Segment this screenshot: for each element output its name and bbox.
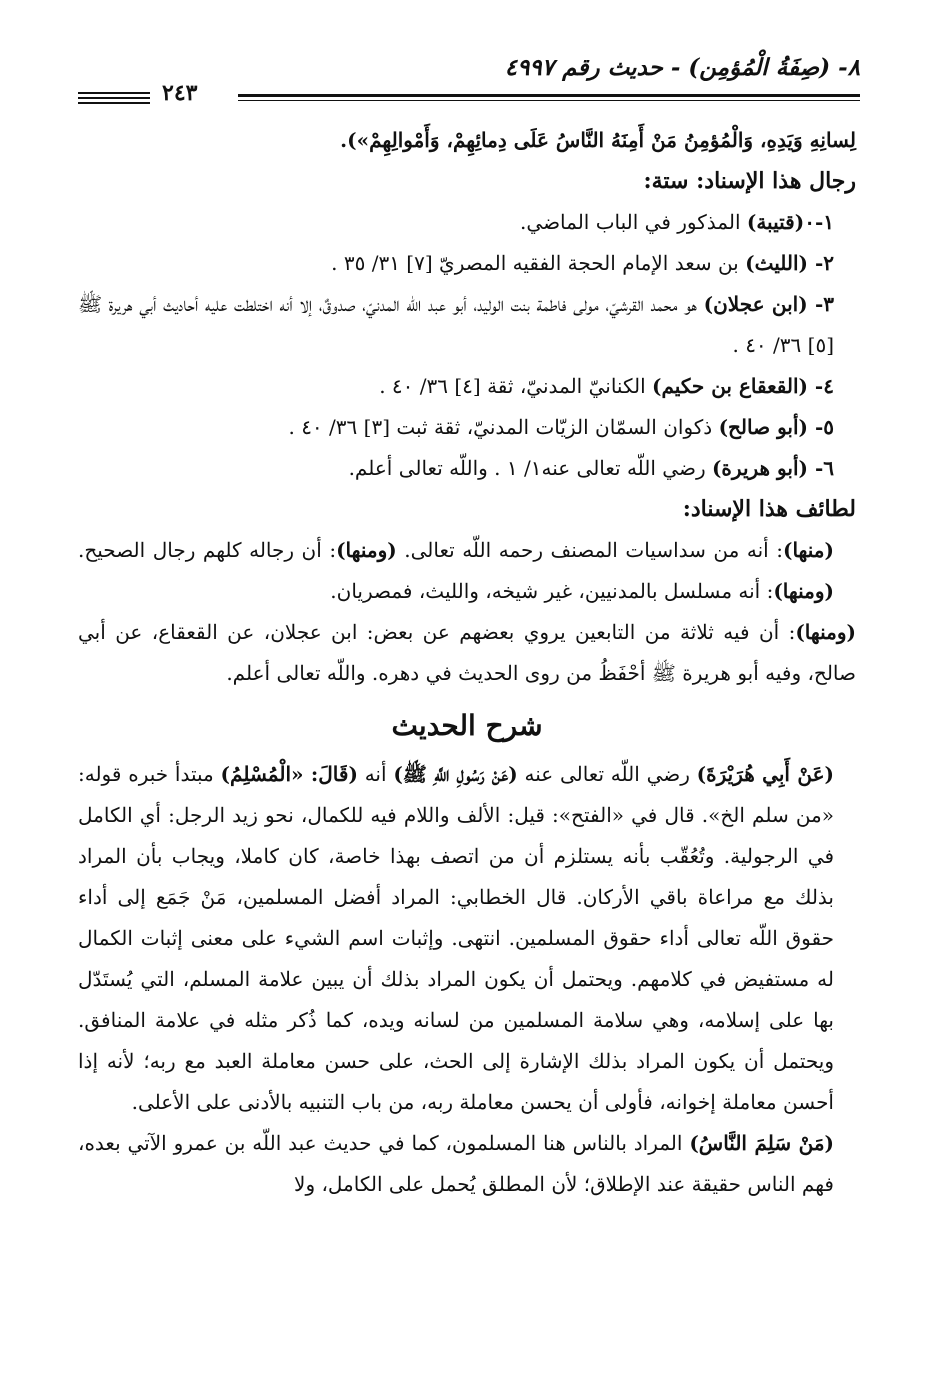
point-label: (ومنها) [336, 538, 397, 562]
page-body [78, 120, 856, 1205]
point-label: (ومنها) [795, 620, 856, 644]
chapter-title: ٨- (صِفَةُ الْمُؤمِن) - حديث رقم ٤٩٩٧ [504, 54, 860, 81]
quoted-text: (عَنْ رَسُولِ اللَّهِ ﷺ) [393, 762, 518, 786]
point-text: : أن فيه ثلاثة من التابعين يروي بعضهم عن بعض: ابن عجلان، عن القعقاع، عن أبي صالح، وفيه أبو هريرة ﷺ أحْفَظُ من روى الحديث في دهره. واللّه تعالى أعلم. [78, 620, 856, 685]
commentary-text: أنه [357, 762, 394, 786]
narrator-description: هو محمد القرشيّ، مولى فاطمة بنت الوليد، أبو عبد اللّه المدنيّ، صدوقٌ، إلا أنه اختلطت عليه أحاديث أبي هريرة ﷺ [٥] ٣٦/ ٤٠ . [78, 292, 834, 357]
page-number: ٢٤٣ [162, 80, 198, 106]
lataif-paragraph [78, 530, 856, 612]
narrator-description: ذكوان السمّان الزيّات المدنيّ، ثقة ثبت [٣] ٣٦/ ٤٠ . [288, 415, 719, 439]
narrator-description: بن سعد الإمام الحجة الفقيه المصريّ [٧] ٣١/ ٣٥ . [331, 251, 746, 275]
narrator-name: ٦- (أبو هريرة) [711, 456, 834, 480]
narrator-name: ١-٠(قتيبة) [746, 210, 834, 234]
running-header [78, 50, 860, 110]
point-label: (ومنها) [773, 579, 834, 603]
commentary-text: رضي اللّه تعالى عنه [517, 762, 697, 786]
hadith-text-end: لِسانِهِ وَيَدِهِ، وَالْمُؤمِنُ مَنْ أَمِنَهُ النَّاسُ عَلَى دِمائِهِمْ، وَأَمْوالِهِمْ»). [340, 128, 856, 152]
page-number-rule [78, 97, 150, 99]
point-text: : أنه من سداسيات المصنف رحمه اللّه تعالى. [396, 538, 783, 562]
rijal-heading: رجال هذا الإسناد: ستة: [643, 168, 856, 194]
page-number-rule [78, 102, 150, 104]
rijal-item [78, 243, 856, 284]
narrator-name: ٥- (أبو صالح) [718, 415, 834, 439]
lataif-heading: لطائف هذا الإسناد: [682, 496, 856, 522]
rijal-item [78, 366, 856, 407]
quoted-text: (قَالَ: «الْمُسْلِمُ) [220, 762, 358, 786]
narrator-description: رضي اللّه تعالى عنه١/ ١ . واللّه تعالى أعلم. [348, 456, 712, 480]
commentary-text: المراد بالناس هنا المسلمون، كما في حديث عبد اللّه بن عمرو الآتي بعده، فهم الناس حقيقة عند الإطلاق؛ لأن المطلق يُحمل على الكامل، ولا [78, 1131, 834, 1196]
header-rule-thin [238, 100, 860, 101]
narrator-name: ٣- (ابن عجلان) [703, 292, 834, 316]
point-label: (منها) [783, 538, 834, 562]
point-text: : أن رجاله كلهم رجال الصحيح. [78, 538, 337, 562]
rijal-item [78, 407, 856, 448]
header-rule [238, 94, 860, 97]
rijal-item [78, 202, 856, 243]
point-text: : أنه مسلسل بالمدنيين، غير شيخه، والليث، فمصريان. [330, 579, 774, 603]
rijal-item [78, 284, 856, 366]
narrator-name: ٤- (القعقاع بن حكيم) [652, 374, 834, 398]
narrator-description: المذكور في الباب الماضي. [520, 210, 747, 234]
narrator-name: ٢- (الليث) [745, 251, 834, 275]
narrator-description: الكنانيّ المدنيّ، ثقة [٤] ٣٦/ ٤٠ . [379, 374, 653, 398]
quoted-text: (مَنْ سَلِمَ النَّاسُ) [689, 1131, 835, 1155]
quoted-text: (عَنْ أَبِي هُرَيْرَةَ) [696, 762, 834, 786]
sharh-heading: شرح الحديث [391, 709, 543, 742]
sharh-paragraph [78, 754, 856, 1123]
commentary-text: مبتدأ خبره قوله: «من سلم الخ». قال في «الفتح»: قيل: الألف واللام فيه للكمال، نحو زيد الرجل: أي الكامل في الرجولية. وتُعُقّب بأنه يستلزم أن من اتصف بهذا خاصة، كان كاملا، ويجاب بأن المراد بذلك مع مراعاة باقي الأركان. قال الخطابي: المراد أفضل المسلمين، مَنْ جَمَع إلى أداء حقوق اللّه تعالى أداء حقوق المسلمين. انتهى. وإثبات اسم الشيء على معنى إثبات الكمال له مستفيض في كلامهم. ويحتمل أن يكون المراد بذلك أن يبين علامة المسلم، التي يُستَدّل بها على إسلامه، وهي سلامة المسلمين من لسانه ويده، كما ذُكر مثله في علامة المنافق. ويحتمل أن يكون المراد بذلك الإشارة إلى الحث، على حسن معاملة العبد مع ربه؛ لأنه إذا أحسن معاملة إخوانه، فأولى أن يحسن معاملة ربه، من باب التنبيه بالأدنى على الأعلى. [78, 762, 834, 1114]
sharh-paragraph [78, 1123, 856, 1205]
lataif-paragraph [78, 612, 856, 694]
rijal-item [78, 448, 856, 489]
page-number-rule [78, 92, 150, 94]
